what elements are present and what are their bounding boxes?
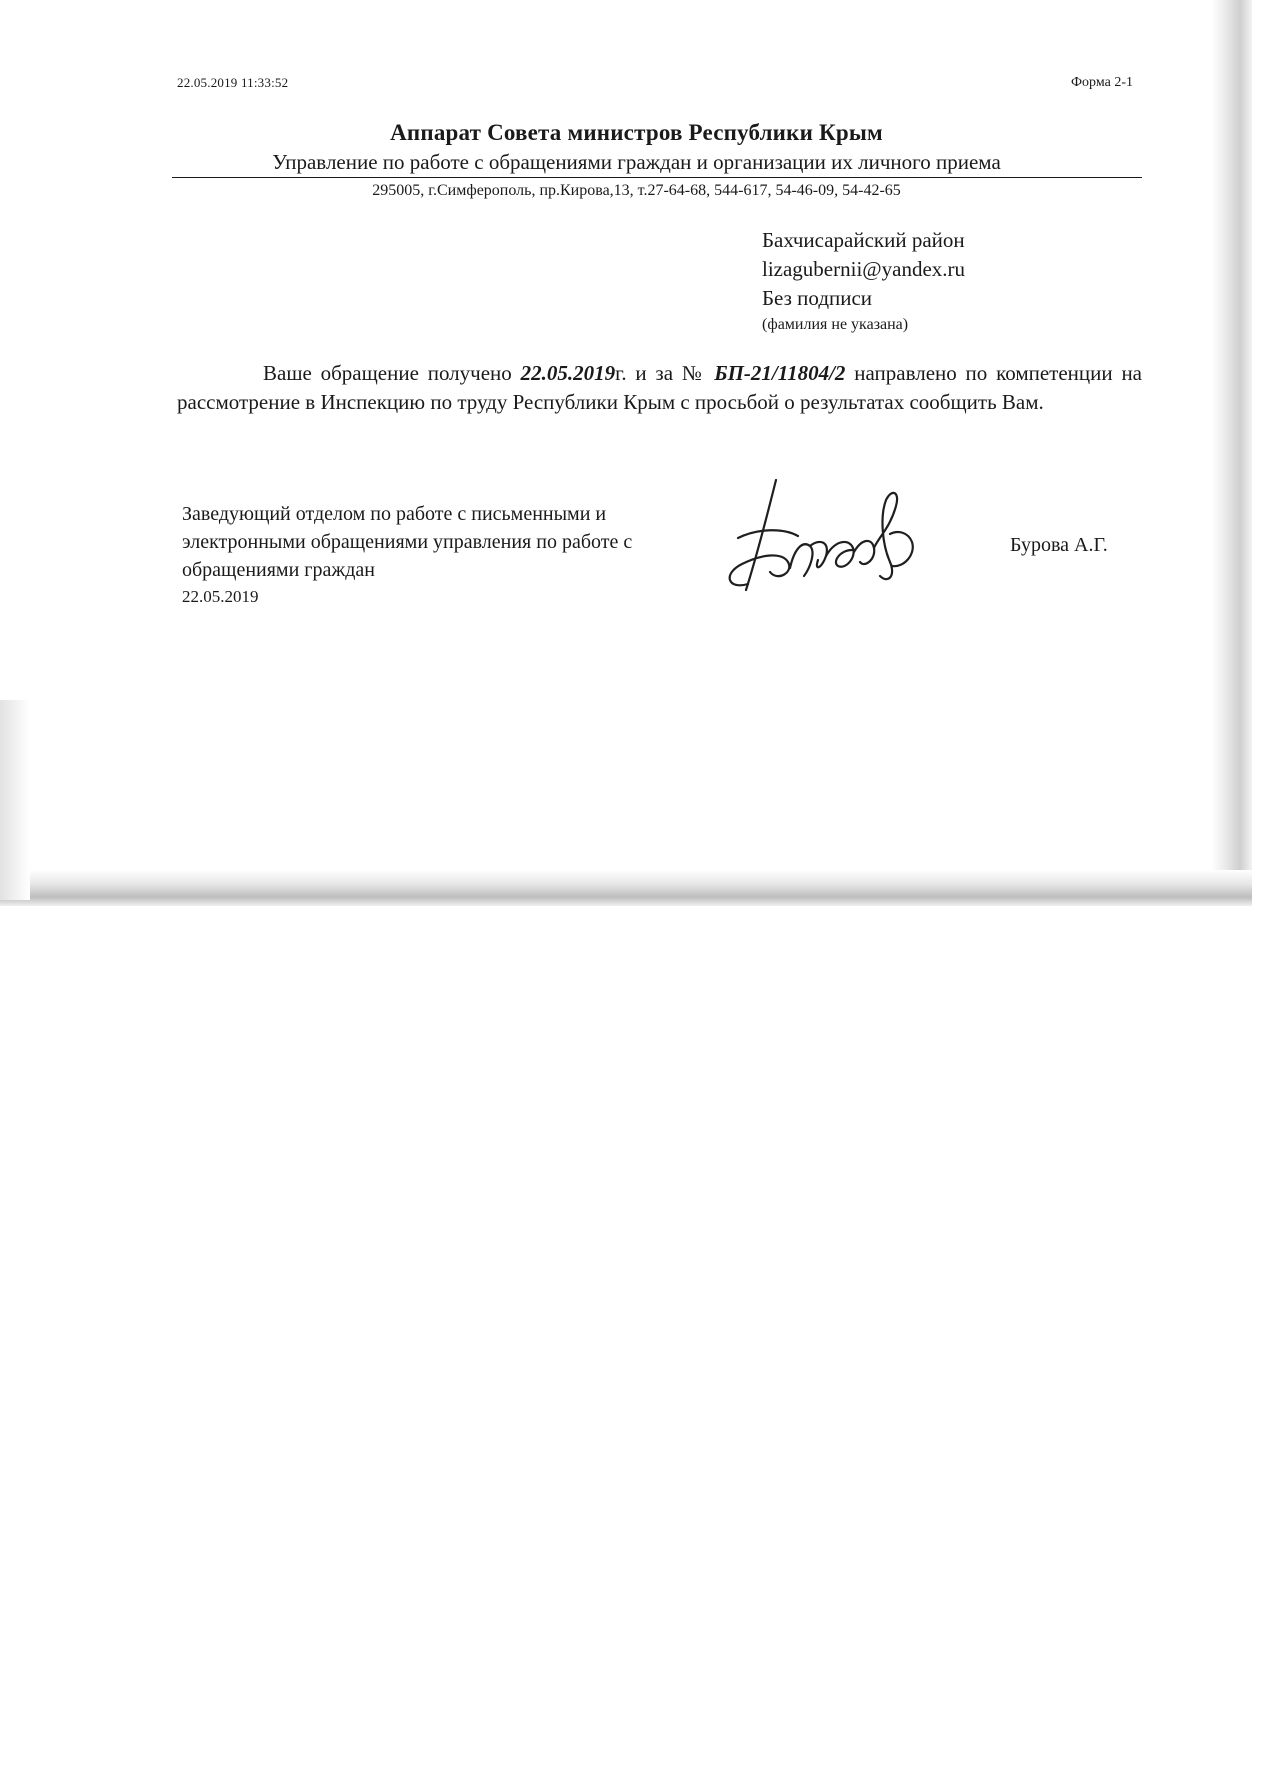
recipient-email: lizagubernii@yandex.ru	[762, 257, 966, 281]
body-part-3: направлено по компетенции на рассмотрение в Инспекцию по труду Республики Крым с просьбой о результатах сообщить Вам.	[177, 361, 1142, 414]
recipient-district: Бахчисарайский район	[762, 228, 965, 252]
body-part-1: Ваше обращение получено	[263, 361, 521, 385]
department-subtitle: Управление по работе с обращениями граждан и организации их личного приема	[272, 150, 1001, 174]
signer-position: Заведующий отделом по работе с письменными и электронными обращениями управления по работе с обращениями граждан	[182, 503, 633, 581]
scan-shadow-bottom	[0, 870, 1252, 906]
signer-date: 22.05.2019	[182, 587, 259, 606]
received-date: 22.05.2019	[520, 361, 616, 385]
recipient-signature-status: Без подписи	[762, 286, 873, 310]
recipient-name-note: (фамилия не указана)	[762, 316, 909, 333]
organization-title: Аппарат Совета министров Республики Крым	[390, 120, 883, 145]
header-divider	[172, 177, 1142, 178]
recipient-block	[762, 226, 965, 337]
organization-address: 295005, г.Симферополь, пр.Кирова,13, т.27-64-68, 544-617, 54-46-09, 54-42-65	[372, 182, 901, 199]
scan-shadow-left	[0, 700, 30, 900]
print-datetime: 22.05.2019 11:33:52	[177, 75, 289, 90]
reference-number: БП-21/11804/2	[714, 361, 846, 385]
letter-body	[177, 359, 1142, 417]
signer-name: Бурова А.Г.	[1010, 534, 1108, 556]
body-part-2: г. и за №	[615, 361, 715, 385]
form-label: Форма 2-1	[1071, 75, 1133, 90]
handwritten-signature	[718, 472, 938, 612]
